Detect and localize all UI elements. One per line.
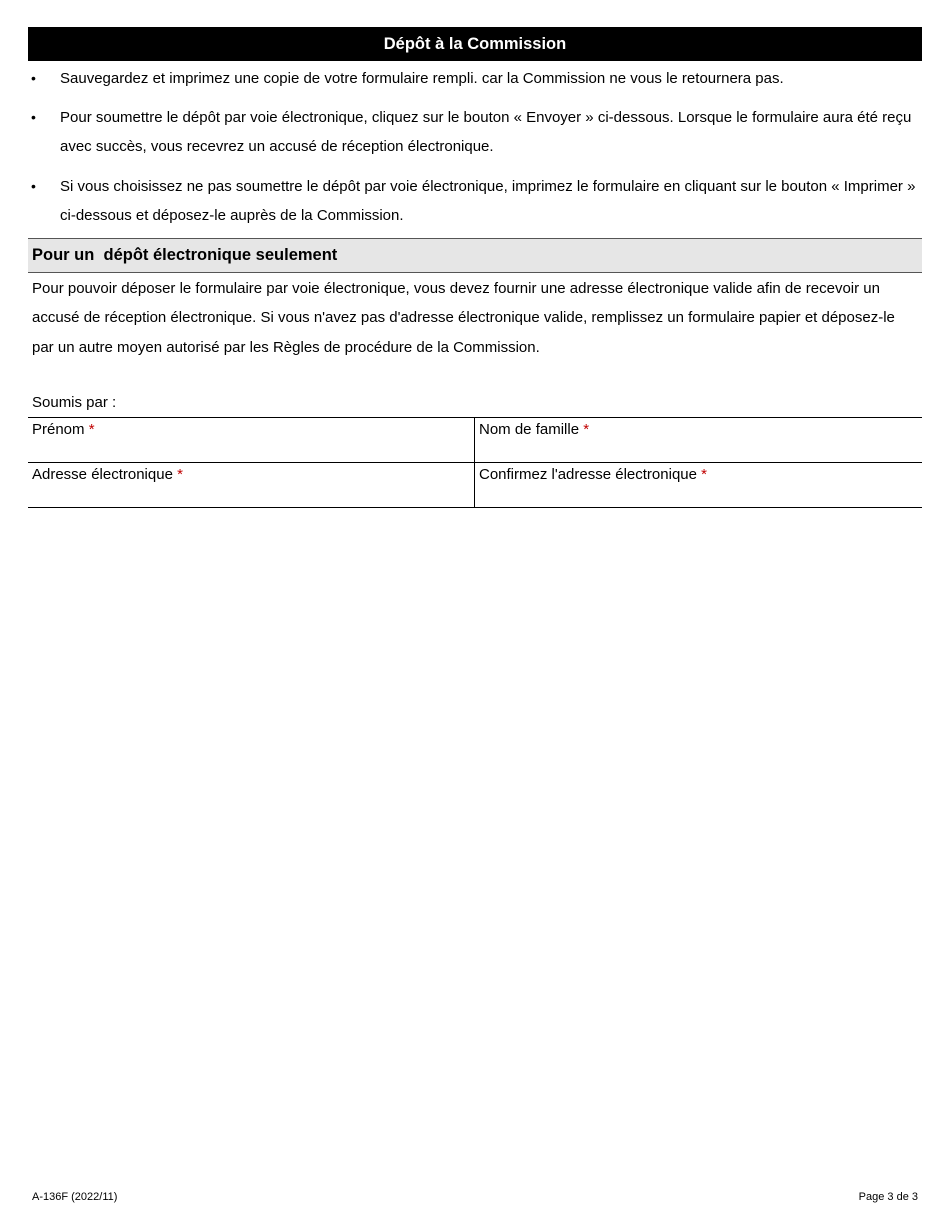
field-row [28, 463, 922, 508]
list-item [28, 103, 922, 161]
email-label: Adresse électronique [32, 465, 173, 483]
instruction-list [28, 64, 922, 230]
required-marker: * [583, 420, 590, 438]
confirm-email-cell [475, 463, 922, 507]
list-item-text: Sauvegardez et imprimez une copie de votre formulaire rempli. car la Commission ne vous le retournera pas. [60, 70, 784, 87]
last-name-label: Nom de famille [479, 420, 580, 438]
electronic-section-header [28, 238, 922, 273]
bullet-icon: • [31, 178, 36, 194]
list-item-text: Si vous choisissez ne pas soumettre le dépôt par voie électronique, imprimez le formulaire en cliquant sur le bouton « Imprimer » ci-dessous et déposez-le auprès de la Commission. [60, 178, 916, 224]
list-item-text: Pour soumettre le dépôt par voie électronique, cliquez sur le bouton « Envoyer » ci-dessous. Lorsque le formulaire aura été reçu avec succès, vous recevrez un accusé de réception électronique. [60, 109, 912, 155]
last-name-input[interactable] [479, 441, 918, 459]
field-row [28, 418, 922, 463]
required-marker: * [88, 420, 95, 438]
first-name-cell [28, 418, 475, 462]
form-page [28, 27, 922, 508]
confirm-email-input[interactable] [479, 486, 918, 504]
last-name-cell [475, 418, 922, 462]
first-name-input[interactable] [32, 441, 470, 459]
first-name-label: Prénom [32, 420, 85, 438]
list-item [28, 172, 922, 230]
filing-section-header [28, 27, 922, 61]
email-cell [28, 463, 475, 507]
required-marker: * [701, 465, 707, 483]
bullet-icon: • [31, 109, 36, 125]
list-item [28, 64, 922, 93]
form-id: A-136F (2022/11) [32, 1191, 118, 1203]
confirm-email-label: Confirmez l'adresse électronique [479, 465, 697, 483]
page-number: Page 3 de 3 [858, 1191, 918, 1203]
submitter-fields [28, 417, 922, 508]
email-input[interactable] [32, 486, 470, 504]
required-marker: * [177, 465, 183, 483]
filing-section-title: Dépôt à la Commission [383, 34, 567, 53]
electronic-section-title: Pour un dépôt électronique seulement [32, 246, 338, 264]
electronic-section-paragraph: Pour pouvoir déposer le formulaire par voie électronique, vous devez fournir une adresse électronique valide afin de recevoir un accusé de réception électronique. Si vous n'avez pas d'adresse électronique valide, remplissez un formulaire papier et déposez-le par un autre moyen autorisé par les Règles de procédure de la Commission. [32, 280, 895, 356]
submitted-by-label: Soumis par : [32, 393, 117, 411]
bullet-icon: • [31, 70, 36, 86]
